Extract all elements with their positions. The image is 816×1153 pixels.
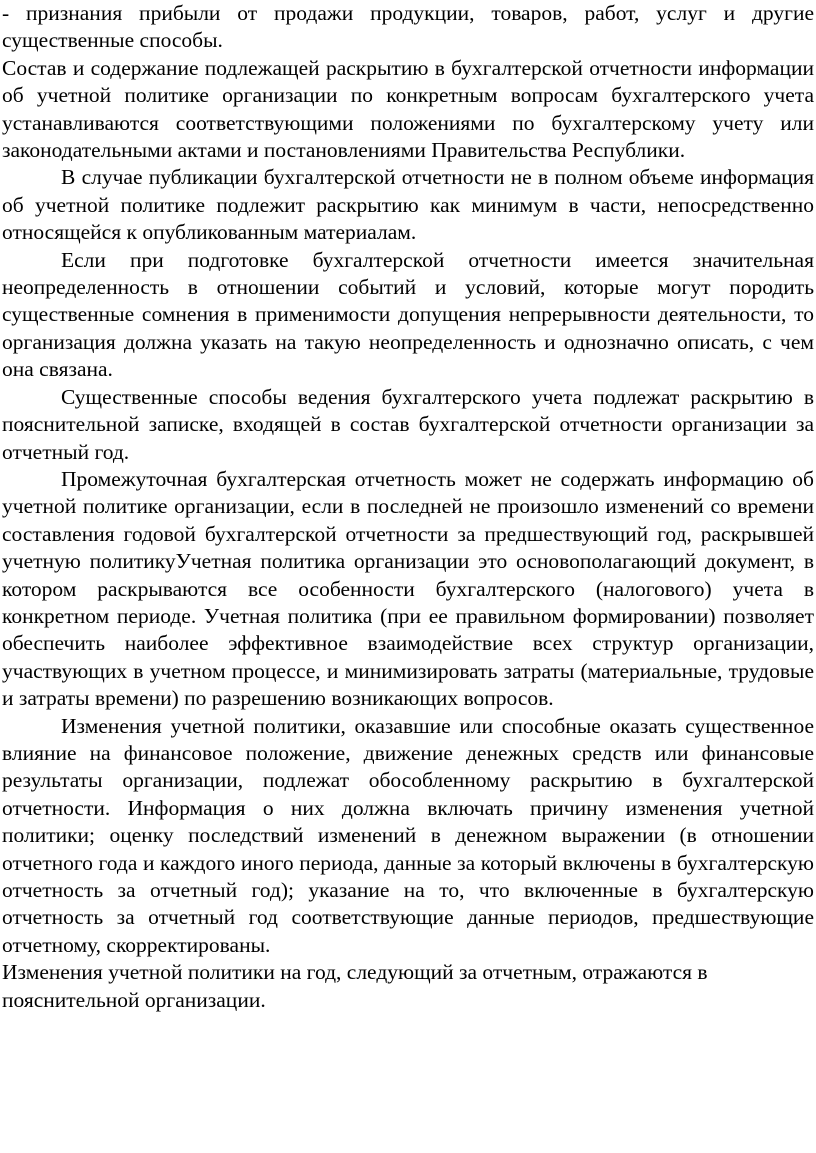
paragraph-disclosure-content: Состав и содержание подлежащей раскрытию в бухгалтерской отчетности информации об учетной политике организации по конкретным вопросам бухгалтерского учета устанавливаются соответствующими положениями по бухгалтерскому учету или законодательными актами и постановлениями Правительства Республики.: [2, 55, 814, 163]
paragraph-going-concern: Если при подготовке бухгалтерской отчетности имеется значительная неопределенность в отношении событий и условий, которые могут породить существенные сомнения в применимости допущения непрерывности деятельности, то организация должна указать на такую неопределенность и однозначно описать, с чем она связана.: [2, 247, 814, 382]
paragraph-next-year-changes: Изменения учетной политики на год, следующий за отчетным, отражаются в пояснительной организации.: [2, 960, 708, 1012]
paragraph-profit-recognition: - признания прибыли от продажи продукции, товаров, работ, услуг и другие существенные способы.: [2, 1, 814, 53]
paragraph-interim-reporting: Промежуточная бухгалтерская отчетность может не содержать информацию об учетной политике организации, если в последней не произошло изменений со времени составления годовой бухгалтерской отчетности за предшествующий год, раскрывшей учетную политикуУчетная политика организации это основополагающий документ, в котором раскрываются все особенности бухгалтерского (налогового) учета в конкретном периоде. Учетная политика (при ее правильном формировании) позволяет обеспечить наиболее эффективное взаимодействие всех структур организации, участвующих в учетном процессе, и минимизировать затраты (материальные, трудовые и затраты времени) по разрешению возникающих вопросов.: [2, 466, 814, 711]
paragraph-partial-publication: В случае публикации бухгалтерской отчетности не в полном объеме информация об учетной политике подлежит раскрытию как минимум в части, непосредственно относящейся к опубликованным материалам.: [2, 165, 814, 245]
paragraph-policy-changes: Изменения учетной политики, оказавшие или способные оказать существенное влияние на финансовое положение, движение денежных средств или финансовые результаты организации, подлежат обособленному раскрытию в бухгалтерской отчетности. Информация о них должна включать причину изменения учетной политики; оценку последствий изменений в денежном выражении (в отношении отчетного года и каждого иного периода, данные за который включены в бухгалтерскую отчетность за отчетный год); указание на то, что включенные в бухгалтерскую отчетность за отчетный год соответствующие данные периодов, предшествующие отчетному, скорректированы.: [2, 713, 814, 957]
paragraph-explanatory-note: Существенные способы ведения бухгалтерского учета подлежат раскрытию в пояснительной записке, входящей в состав бухгалтерской отчетности организации за отчетный год.: [2, 384, 814, 464]
